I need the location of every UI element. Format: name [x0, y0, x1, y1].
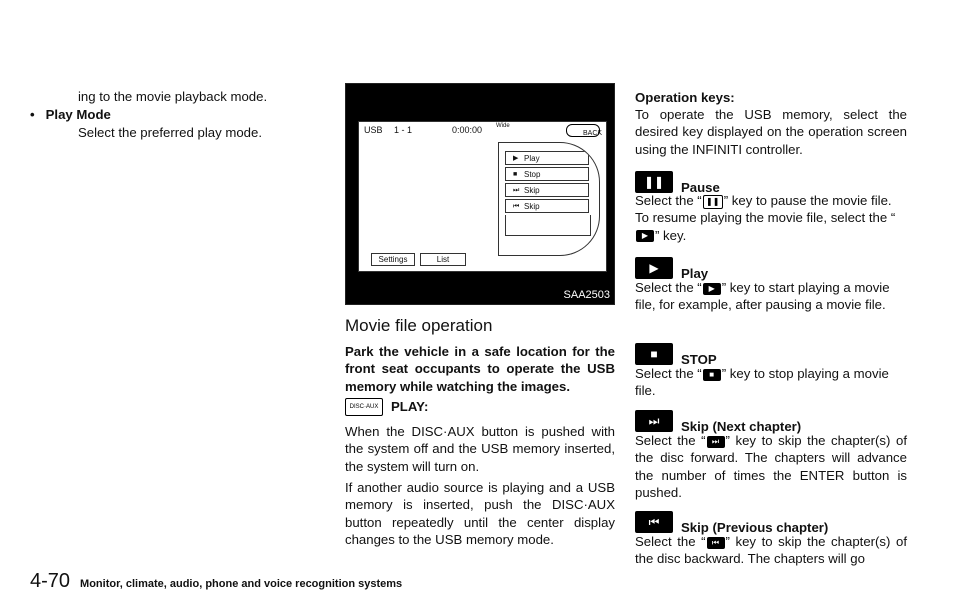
- display-screen: [358, 121, 607, 272]
- prev-heading: ⏮ Skip (Previous chapter): [635, 507, 828, 536]
- paragraph-2: If another audio source is playing and a USB memory is inserted, push the DISC·AUX button repeatedly until the center display changes to the USB memory mode.: [345, 480, 615, 548]
- prev-key-icon: ⏮: [635, 511, 673, 533]
- play-desc: Select the “ ▶ ” key to start playing a movie file, for example, after pausing a movie file.: [635, 280, 890, 313]
- status-bar: [359, 122, 606, 138]
- menu-empty-slot: [505, 215, 591, 236]
- play-key-heading: ▶ Play: [635, 253, 708, 282]
- continued-text: ing to the movie playback mode.: [78, 89, 268, 104]
- pause-desc: Select the “ ❚❚ ” key to pause the movie file. To resume playing the movie file, select the “▶ ” key.: [635, 193, 896, 243]
- next-desc: Select the “ ⏭ ” key to skip the chapter(s) of the disc forward. The chapters will advance the number of times the ENTER button is pushed.: [635, 433, 907, 501]
- page-footer: [30, 570, 402, 593]
- menu-item-play[interactable]: ▶ Play: [505, 151, 589, 165]
- next-heading: ⏭ Skip (Next chapter): [635, 406, 801, 435]
- prev-inline-icon: ⏮: [707, 537, 725, 549]
- play-heading: DISC·AUX PLAY:: [345, 398, 428, 416]
- next-icon: ⏭: [513, 187, 520, 194]
- pause-heading: ❚❚ Pause: [635, 167, 720, 196]
- disc-aux-key-icon: DISC·AUX: [345, 398, 383, 416]
- time-label: 0:00:00: [452, 125, 483, 135]
- figure-code: SAA2503: [563, 289, 610, 301]
- stop-inline-icon: ■: [703, 369, 721, 381]
- stop-heading: ■ STOP: [635, 339, 717, 368]
- pause-key-icon: ❚❚: [635, 171, 673, 193]
- next-key-icon: ⏭: [635, 410, 673, 432]
- paragraph-1: When the DISC·AUX button is pushed with the system off and the USB memory inserted, the system will turn on.: [345, 424, 615, 474]
- bullet-play-mode: • Play Mode: [30, 107, 111, 122]
- usb-screen-figure: [345, 83, 615, 305]
- section-heading: Movie file operation: [345, 316, 493, 335]
- play-inline-icon: ▶: [636, 230, 654, 242]
- play-icon: ▶: [513, 155, 519, 162]
- pause-inline-icon: ❚❚: [703, 195, 723, 209]
- stop-icon: ■: [513, 171, 518, 178]
- warning-text: Park the vehicle in a safe location for the front seat occupants to operate the USB memory while watching the images.: [345, 344, 615, 394]
- prev-desc: Select the “ ⏮ ” key to skip the chapter(s) of the disc backward. The chapters will go: [635, 534, 907, 567]
- page-number: 4-70: [30, 570, 71, 592]
- opkeys-desc: To operate the USB memory, select the desired key displayed on the operation screen using the INFINITI controller.: [635, 107, 907, 157]
- chapter-title: Monitor, climate, audio, phone and voice recognition systems: [80, 578, 403, 590]
- play-menu: [498, 142, 600, 256]
- bullet-description: Select the preferred play mode.: [78, 125, 262, 140]
- list-button[interactable]: List: [420, 253, 466, 266]
- track-label: 1 - 1: [394, 125, 413, 135]
- menu-item-skip-prev[interactable]: ⏮ Skip: [505, 199, 589, 213]
- back-button[interactable]: BACK: [566, 124, 600, 137]
- source-label: USB: [364, 125, 383, 135]
- stop-key-icon: ■: [635, 343, 673, 365]
- play-key-icon: ▶: [635, 257, 673, 279]
- opkeys-title: Operation keys:: [635, 90, 735, 105]
- menu-item-stop[interactable]: ■ Stop: [505, 167, 589, 181]
- prev-icon: ⏮: [513, 203, 520, 210]
- next-inline-icon: ⏭: [707, 436, 725, 448]
- menu-item-skip-next[interactable]: ⏭ Skip: [505, 183, 589, 197]
- stop-desc: Select the “ ■ ” key to stop playing a movie file.: [635, 366, 889, 399]
- play-inline-icon: ▶: [703, 283, 721, 295]
- bullet-dot: •: [30, 107, 46, 122]
- settings-button[interactable]: Settings: [371, 253, 415, 266]
- aspect-label: Wide: [496, 123, 510, 129]
